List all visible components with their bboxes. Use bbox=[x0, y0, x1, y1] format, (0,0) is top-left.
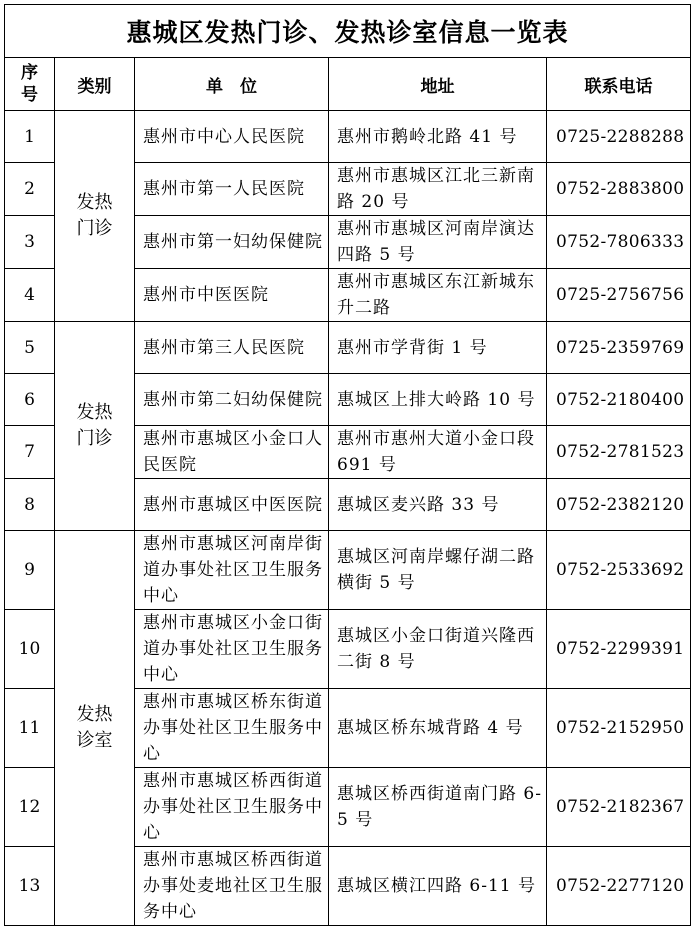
row-address: 惠州市鹅岭北路 41 号 bbox=[329, 111, 547, 163]
row-phone: 0752-2883800 bbox=[547, 163, 691, 216]
row-unit: 惠州市惠城区桥西街道办事处社区卫生服务中心 bbox=[135, 768, 329, 847]
row-address: 惠州市惠州大道小金口段 691 号 bbox=[329, 426, 547, 479]
header-phone: 联系电话 bbox=[547, 58, 691, 111]
row-phone: 0725-2359769 bbox=[547, 322, 691, 374]
table-row bbox=[5, 322, 691, 374]
category-label: 发热诊室 bbox=[76, 704, 113, 751]
header-address: 地址 bbox=[329, 58, 547, 111]
row-address: 惠城区桥东城背路 4 号 bbox=[329, 689, 547, 768]
header-unit: 单 位 bbox=[135, 58, 329, 111]
row-unit: 惠州市惠城区桥东街道办事处社区卫生服务中心 bbox=[135, 689, 329, 768]
row-unit: 惠州市惠城区河南岸街道办事处社区卫生服务中心 bbox=[135, 531, 329, 610]
row-unit: 惠州市中医医院 bbox=[135, 269, 329, 322]
row-seq: 7 bbox=[5, 426, 55, 479]
row-phone: 0752-2152950 bbox=[547, 689, 691, 768]
row-address: 惠城区横江四路 6-11 号 bbox=[329, 847, 547, 926]
page-title: 惠城区发热门诊、发热诊室信息一览表 bbox=[5, 5, 691, 58]
row-unit: 惠州市第三人民医院 bbox=[135, 322, 329, 374]
row-address: 惠城区河南岸螺仔湖二路横街 5 号 bbox=[329, 531, 547, 610]
header-row bbox=[5, 58, 691, 111]
row-phone: 0752-2382120 bbox=[547, 479, 691, 531]
row-seq: 9 bbox=[5, 531, 55, 610]
row-unit: 惠州市惠城区中医医院 bbox=[135, 479, 329, 531]
category-label: 发热门诊 bbox=[76, 402, 113, 449]
row-seq: 12 bbox=[5, 768, 55, 847]
row-phone: 0752-2781523 bbox=[547, 426, 691, 479]
document-sheet bbox=[4, 4, 690, 926]
row-seq: 8 bbox=[5, 479, 55, 531]
row-phone: 0752-2180400 bbox=[547, 374, 691, 426]
row-seq: 1 bbox=[5, 111, 55, 163]
table-row bbox=[5, 111, 691, 163]
row-address: 惠城区麦兴路 33 号 bbox=[329, 479, 547, 531]
row-phone: 0725-2288288 bbox=[547, 111, 691, 163]
row-address: 惠州市惠城区江北三新南路 20 号 bbox=[329, 163, 547, 216]
row-seq: 13 bbox=[5, 847, 55, 926]
row-unit: 惠州市第一妇幼保健院 bbox=[135, 216, 329, 269]
row-seq: 4 bbox=[5, 269, 55, 322]
row-unit: 惠州市惠城区小金口街道办事处社区卫生服务中心 bbox=[135, 610, 329, 689]
row-address: 惠城区上排大岭路 10 号 bbox=[329, 374, 547, 426]
header-category: 类别 bbox=[55, 58, 135, 111]
title-row bbox=[5, 5, 691, 58]
row-seq: 5 bbox=[5, 322, 55, 374]
row-unit: 惠州市惠城区小金口人民医院 bbox=[135, 426, 329, 479]
row-unit: 惠州市中心人民医院 bbox=[135, 111, 329, 163]
row-address: 惠城区小金口街道兴隆西二街 8 号 bbox=[329, 610, 547, 689]
row-seq: 2 bbox=[5, 163, 55, 216]
row-phone: 0752-2299391 bbox=[547, 610, 691, 689]
row-seq: 6 bbox=[5, 374, 55, 426]
table-row bbox=[5, 531, 691, 610]
row-address: 惠州市惠城区河南岸演达四路 5 号 bbox=[329, 216, 547, 269]
category-cell bbox=[55, 322, 135, 531]
category-cell bbox=[55, 531, 135, 926]
row-phone: 0752-2277120 bbox=[547, 847, 691, 926]
row-address: 惠城区桥西街道南门路 6-5 号 bbox=[329, 768, 547, 847]
row-phone: 0752-2533692 bbox=[547, 531, 691, 610]
row-address: 惠州市惠城区东江新城东升二路 bbox=[329, 269, 547, 322]
row-seq: 3 bbox=[5, 216, 55, 269]
row-seq: 11 bbox=[5, 689, 55, 768]
fever-clinic-table bbox=[4, 4, 691, 926]
row-phone: 0725-2756756 bbox=[547, 269, 691, 322]
row-unit: 惠州市第一人民医院 bbox=[135, 163, 329, 216]
row-unit: 惠州市第二妇幼保健院 bbox=[135, 374, 329, 426]
row-phone: 0752-2182367 bbox=[547, 768, 691, 847]
header-seq: 序号 bbox=[5, 58, 55, 111]
row-seq: 10 bbox=[5, 610, 55, 689]
category-label: 发热门诊 bbox=[76, 192, 113, 239]
row-phone: 0752-7806333 bbox=[547, 216, 691, 269]
category-cell bbox=[55, 111, 135, 322]
row-address: 惠州市学背街 1 号 bbox=[329, 322, 547, 374]
row-unit: 惠州市惠城区桥西街道办事处麦地社区卫生服务中心 bbox=[135, 847, 329, 926]
